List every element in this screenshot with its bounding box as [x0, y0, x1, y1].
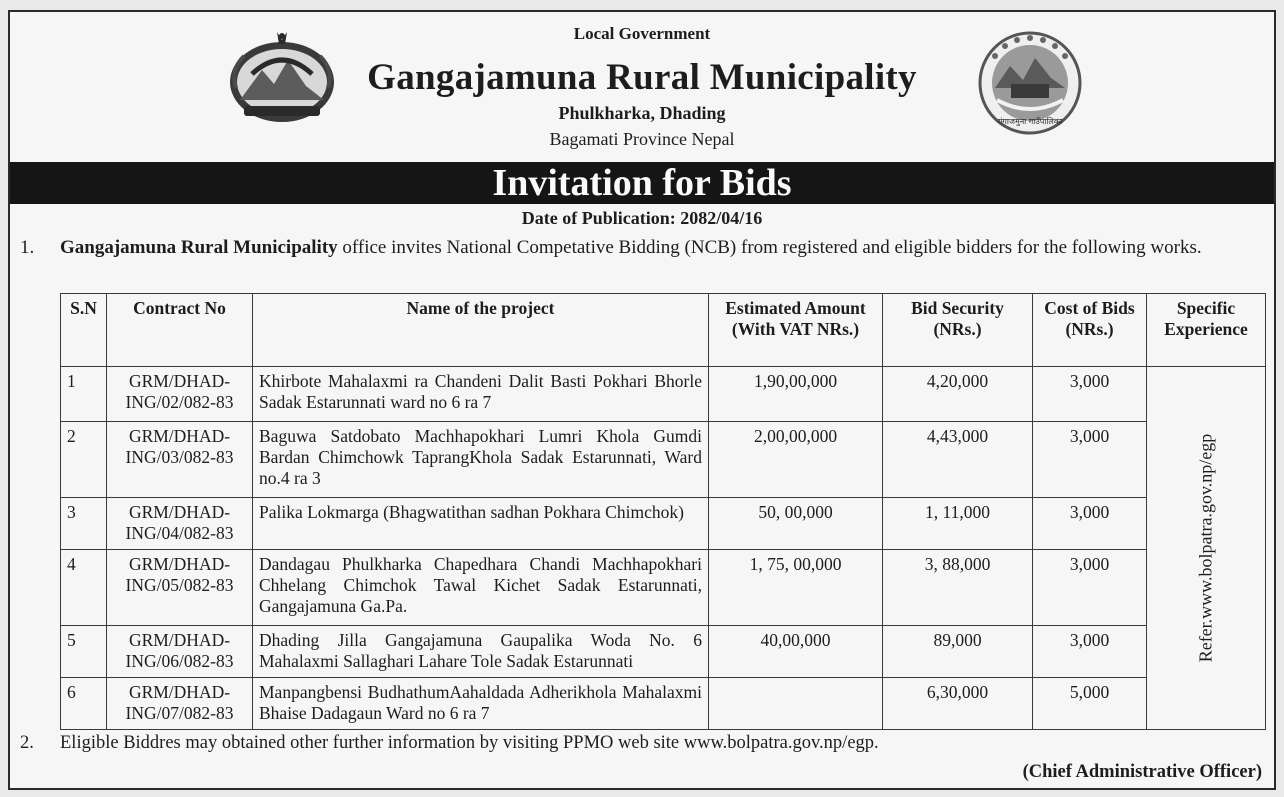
cell-project-name: Manpangbensi BudhathumAahaldada Adherikhola Mahalaxmi Bhaise Dadagaun Ward no 6 ra 7 [253, 678, 709, 730]
cell-project-name: Dandagau Phulkharka Chapedhara Chandi Machhapokhari Chhelang Chimchok Tawal Kichet Sadak Estarunnati, Gangajamuna Ga.Pa. [253, 550, 709, 626]
cell-contract-no: GRM/DHAD-ING/05/082-83 [107, 550, 253, 626]
cell-bid-security: 6,30,000 [883, 678, 1033, 730]
header-contract-no: Contract No [107, 294, 253, 367]
cell-project-name: Palika Lokmarga (Bhagwatithan sadhan Pokhara Chimchok) [253, 498, 709, 550]
location-line: Phulkharka, Dhading [558, 103, 726, 123]
cell-estimated-amount: 40,00,000 [709, 626, 883, 678]
cell-cost-of-bids: 3,000 [1033, 550, 1147, 626]
table-row [61, 367, 1266, 422]
local-government-label: Local Government [573, 24, 711, 43]
cell-cost-of-bids: 3,000 [1033, 626, 1147, 678]
cell-contract-no: GRM/DHAD-ING/06/082-83 [107, 626, 253, 678]
invitation-banner: Invitation for Bids [10, 162, 1274, 204]
cell-project-name: Dhading Jilla Gangajamuna Gaupalika Woda No. 6 Mahalaxmi Sallaghari Lahare Tole Sadak Estarunnati [253, 626, 709, 678]
cell-contract-no: GRM/DHAD-ING/03/082-83 [107, 422, 253, 498]
table-row [61, 422, 1266, 498]
cell-bid-security: 3, 88,000 [883, 550, 1033, 626]
cell-estimated-amount: 2,00,00,000 [709, 422, 883, 498]
paragraph-1 [20, 234, 1262, 261]
header-sn: S.N [61, 294, 107, 367]
cell-project-name: Baguwa Satdobato Machhapokhari Lumri Khola Gumdi Bardan Chimchowk TaprangKhola Sadak Estarunnati, Ward no.4 ra 3 [253, 422, 709, 498]
chief-administrative-officer-signature: (Chief Administrative Officer) [1022, 762, 1262, 782]
publication-date: Date of Publication: 2082/04/16 [521, 208, 763, 228]
table-row [61, 550, 1266, 626]
header-estimated-amount: Estimated Amount (With VAT NRs.) [709, 294, 883, 367]
cell-estimated-amount: 50, 00,000 [709, 498, 883, 550]
bids-table [60, 293, 1266, 730]
cell-sn: 3 [61, 498, 107, 550]
table-row [61, 678, 1266, 730]
header-cost-of-bids: Cost of Bids (NRs.) [1033, 294, 1147, 367]
cell-bid-security: 1, 11,000 [883, 498, 1033, 550]
cell-cost-of-bids: 5,000 [1033, 678, 1147, 730]
paragraph-1-body: office invites National Competative Bidding (NCB) from registered and eligible bidders for the following works. [337, 237, 1202, 258]
cell-cost-of-bids: 3,000 [1033, 498, 1147, 550]
cell-estimated-amount: 1, 75, 00,000 [709, 550, 883, 626]
specific-experience-text: Refer.www.bolpatra.gov.np/egp [1195, 433, 1216, 663]
cell-project-name: Khirbote Mahalaxmi ra Chandeni Dalit Basti Pokhari Bhorle Sadak Estarunnati ward no 6 ra 7 [253, 367, 709, 422]
cell-bid-security: 89,000 [883, 626, 1033, 678]
table-header-row [61, 294, 1266, 367]
cell-estimated-amount: 1,90,00,000 [709, 367, 883, 422]
cell-sn: 5 [61, 626, 107, 678]
cell-estimated-amount [709, 678, 883, 730]
cell-contract-no: GRM/DHAD-ING/02/082-83 [107, 367, 253, 422]
cell-cost-of-bids: 3,000 [1033, 422, 1147, 498]
notice-sheet [8, 10, 1276, 790]
cell-sn: 4 [61, 550, 107, 626]
cell-specific-experience [1147, 367, 1266, 730]
paragraph-2-number: 2. [20, 733, 34, 753]
cell-sn: 6 [61, 678, 107, 730]
table-row [61, 498, 1266, 550]
paragraph-1-number: 1. [20, 237, 35, 258]
paragraph-2 [20, 733, 879, 754]
province-line: Bagamati Province Nepal [549, 129, 735, 149]
municipality-logo-caption: गंगाजमुना गाउँपालिका [997, 117, 1063, 126]
header-project-name: Name of the project [253, 294, 709, 367]
paragraph-1-bold-name: Gangajamuna Rural Municipality [60, 237, 338, 258]
header-bid-security: Bid Security (NRs.) [883, 294, 1033, 367]
cell-bid-security: 4,43,000 [883, 422, 1033, 498]
cell-sn: 1 [61, 367, 107, 422]
table-row [61, 626, 1266, 678]
header-specific-experience: Specific Experience [1147, 294, 1266, 367]
cell-contract-no: GRM/DHAD-ING/04/082-83 [107, 498, 253, 550]
cell-sn: 2 [61, 422, 107, 498]
municipality-name-heading: Gangajamuna Rural Municipality [367, 57, 917, 98]
cell-cost-of-bids: 3,000 [1033, 367, 1147, 422]
cell-bid-security: 4,20,000 [883, 367, 1033, 422]
paragraph-2-text: Eligible Biddres may obtained other further information by visiting PPMO web site www.bolpatra.gov.np/egp. [60, 733, 879, 753]
cell-contract-no: GRM/DHAD-ING/07/082-83 [107, 678, 253, 730]
paragraph-1-text [60, 234, 1262, 261]
